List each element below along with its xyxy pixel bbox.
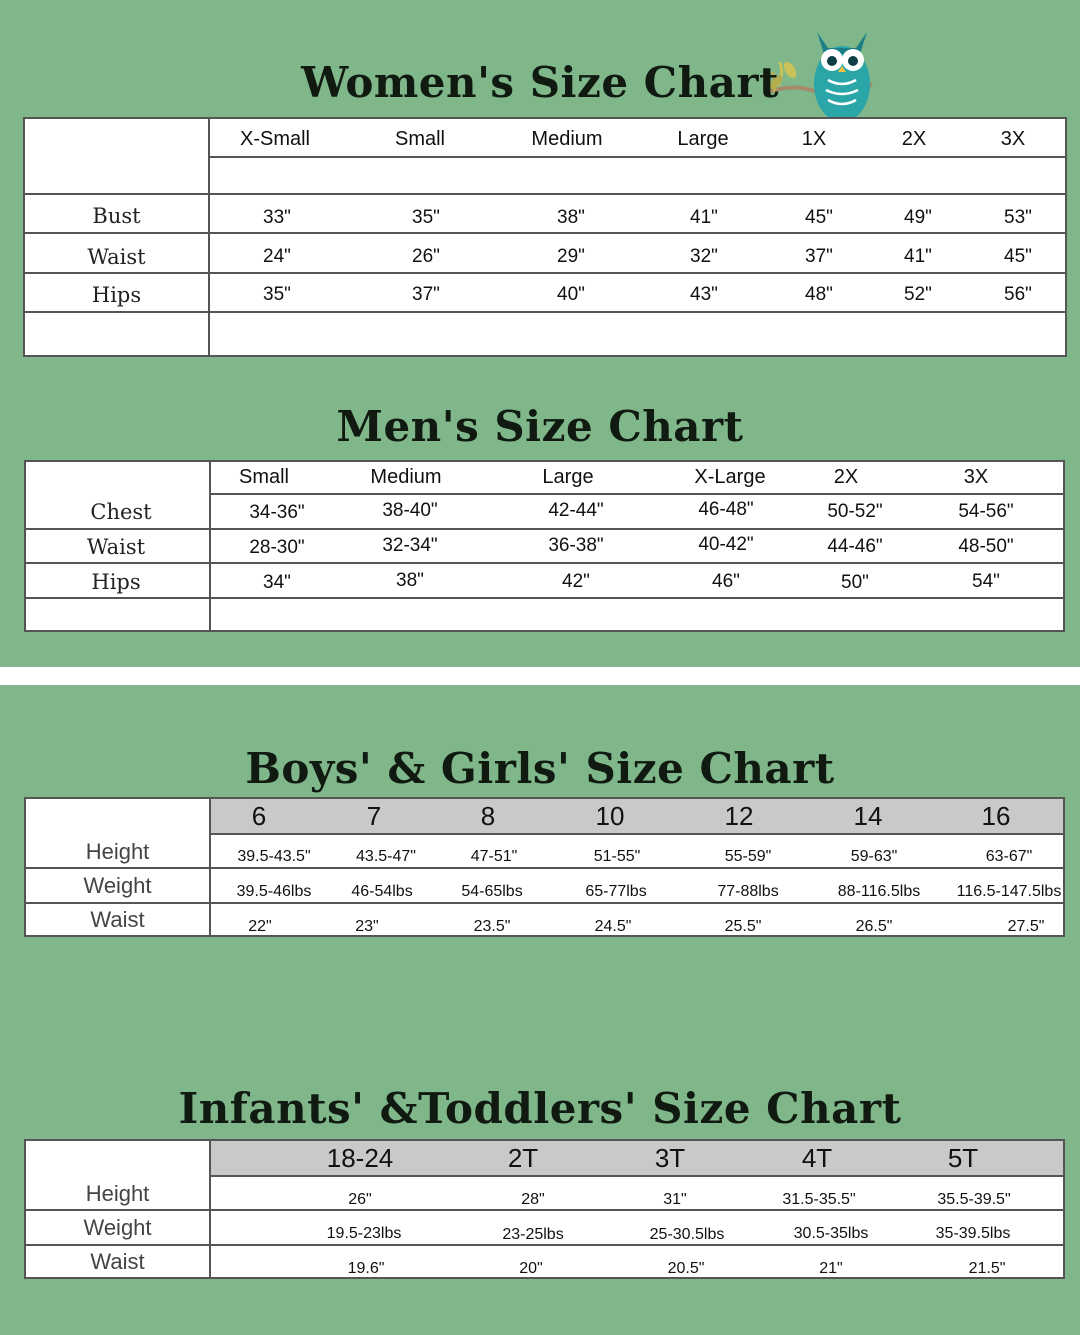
row-label-weight: Weight <box>83 873 152 898</box>
table-cell: 37" <box>412 284 440 305</box>
table-cell: 38-40" <box>382 500 438 521</box>
table-cell: 47-51" <box>470 848 518 865</box>
row-label-height: Height <box>85 1181 150 1206</box>
table-cell: 54-65lbs <box>461 883 523 900</box>
table-cell: 28-30" <box>249 537 305 558</box>
table-cell: 36-38" <box>548 535 604 556</box>
table-cell: 40" <box>557 284 585 305</box>
row-label-waist: Waist <box>86 535 146 559</box>
size-header: 2T <box>507 1143 539 1173</box>
infants-chart-title: Infants' &Toddlers' Size Chart <box>178 1084 902 1133</box>
table-cell: 32-34" <box>382 535 438 556</box>
size-header: Medium <box>531 128 603 150</box>
mens-chart-title: Men's Size Chart <box>336 402 744 451</box>
table-cell: 65-77lbs <box>585 883 647 900</box>
row-label-height: Height <box>85 839 150 864</box>
table-cell: 51-55" <box>593 848 641 865</box>
mens-size-table <box>24 460 1065 632</box>
table-cell: 44-46" <box>827 536 883 557</box>
size-header: 16 <box>981 801 1011 831</box>
table-cell: 59-63" <box>850 848 898 865</box>
table-cell: 54" <box>972 571 1000 592</box>
size-header: 10 <box>595 801 625 831</box>
row-label-weight: Weight <box>83 1215 152 1240</box>
table-cell: 48-50" <box>958 536 1014 557</box>
table-cell: 56" <box>1004 284 1032 305</box>
table-cell: 50-52" <box>827 501 883 522</box>
size-header: 2X <box>833 466 859 488</box>
table-cell: 37" <box>805 246 833 267</box>
size-header: Large <box>677 128 729 150</box>
table-cell: 63-67" <box>985 848 1033 865</box>
size-header: Medium <box>370 466 442 488</box>
size-header: X-Large <box>694 466 766 488</box>
table-cell: 25-30.5lbs <box>649 1226 725 1243</box>
size-header: 18-24 <box>326 1143 394 1173</box>
size-header: 1X <box>801 128 827 150</box>
table-cell: 45" <box>805 207 833 228</box>
table-cell: 42-44" <box>548 500 604 521</box>
table-cell: 43" <box>690 284 718 305</box>
section-divider <box>0 667 1080 685</box>
table-cell: 30.5-35lbs <box>793 1225 869 1242</box>
table-cell: 24" <box>263 246 291 267</box>
table-cell: 24.5" <box>594 918 632 935</box>
table-cell: 33" <box>263 207 291 228</box>
table-cell: 38" <box>396 570 424 591</box>
size-header: Small <box>394 128 445 150</box>
table-cell: 41" <box>690 207 718 228</box>
row-label-waist: Waist <box>90 907 145 932</box>
size-header: 5T <box>947 1143 979 1173</box>
table-cell: 23.5" <box>473 918 511 935</box>
table-cell: 39.5-46lbs <box>236 883 312 900</box>
table-cell: 35" <box>412 207 440 228</box>
table-cell: 88-116.5lbs <box>837 883 921 900</box>
size-header: 3X <box>1000 128 1026 150</box>
table-cell: 27.5" <box>1007 918 1045 935</box>
table-cell: 20" <box>519 1260 543 1277</box>
womens-chart-title: Women's Size Chart <box>301 58 779 107</box>
table-cell: 34-36" <box>249 502 305 523</box>
size-header: Small <box>238 466 289 488</box>
table-cell: 34" <box>263 572 291 593</box>
table-cell: 28" <box>521 1191 545 1208</box>
table-cell: 41" <box>904 246 932 267</box>
table-cell: 26.5" <box>855 918 893 935</box>
size-header: 7 <box>366 801 382 831</box>
row-label-waist: Waist <box>87 245 146 269</box>
row-label-chest: Chest <box>90 500 152 524</box>
table-cell: 49" <box>904 207 932 228</box>
table-cell: 35-39.5lbs <box>935 1225 1011 1242</box>
table-cell: 31.5-35.5" <box>782 1191 856 1208</box>
table-cell: 23-25lbs <box>502 1226 564 1243</box>
size-header: 2X <box>901 128 927 150</box>
table-cell: 23" <box>355 918 379 935</box>
table-cell: 32" <box>690 246 718 267</box>
row-label-hips: Hips <box>91 283 142 307</box>
kids-chart-title: Boys' & Girls' Size Chart <box>245 744 835 793</box>
infants-size-table <box>24 1139 1065 1279</box>
table-cell: 52" <box>904 284 932 305</box>
table-cell: 77-88lbs <box>717 883 779 900</box>
size-header: 12 <box>724 801 754 831</box>
table-cell: 26" <box>412 246 440 267</box>
size-header: 14 <box>853 801 883 831</box>
table-cell: 20.5" <box>667 1260 705 1277</box>
table-cell: 45" <box>1004 246 1032 267</box>
table-cell: 40-42" <box>698 534 754 555</box>
table-cell: 53" <box>1004 207 1032 228</box>
table-cell: 46-48" <box>698 499 754 520</box>
table-cell: 42" <box>562 571 590 592</box>
table-cell: 54-56" <box>958 501 1014 522</box>
table-cell: 31" <box>663 1191 687 1208</box>
table-cell: 38" <box>557 207 585 228</box>
row-label-waist: Waist <box>90 1249 145 1274</box>
row-label-hips: Hips <box>91 570 141 594</box>
table-cell: 19.5-23lbs <box>326 1225 402 1242</box>
table-cell: 35.5-39.5" <box>937 1191 1011 1208</box>
table-cell: 46-54lbs <box>351 883 413 900</box>
table-cell: 35" <box>263 284 291 305</box>
size-header: 4T <box>801 1143 833 1173</box>
kids-size-table <box>24 797 1065 937</box>
table-cell: 46" <box>712 571 740 592</box>
table-cell: 39.5-43.5" <box>237 848 311 865</box>
size-header: X-Small <box>239 128 310 150</box>
size-header: 3T <box>654 1143 686 1173</box>
womens-size-table <box>23 117 1067 357</box>
table-cell: 43.5-47" <box>356 848 416 865</box>
table-cell: 21" <box>819 1260 843 1277</box>
size-header: 3X <box>963 466 989 488</box>
row-label-bust: Bust <box>92 204 141 228</box>
table-cell: 29" <box>557 246 585 267</box>
table-cell: 25.5" <box>724 918 762 935</box>
table-cell: 48" <box>805 284 833 305</box>
size-header: 8 <box>480 801 496 831</box>
table-cell: 19.6" <box>347 1260 385 1277</box>
table-cell: 116.5-147.5lbs <box>956 883 1062 900</box>
table-cell: 22" <box>248 918 272 935</box>
size-header: 6 <box>251 801 267 831</box>
table-cell: 21.5" <box>968 1260 1006 1277</box>
table-cell: 26" <box>348 1191 372 1208</box>
table-cell: 55-59" <box>724 848 772 865</box>
size-header: Large <box>542 466 594 488</box>
table-cell: 50" <box>841 572 869 593</box>
